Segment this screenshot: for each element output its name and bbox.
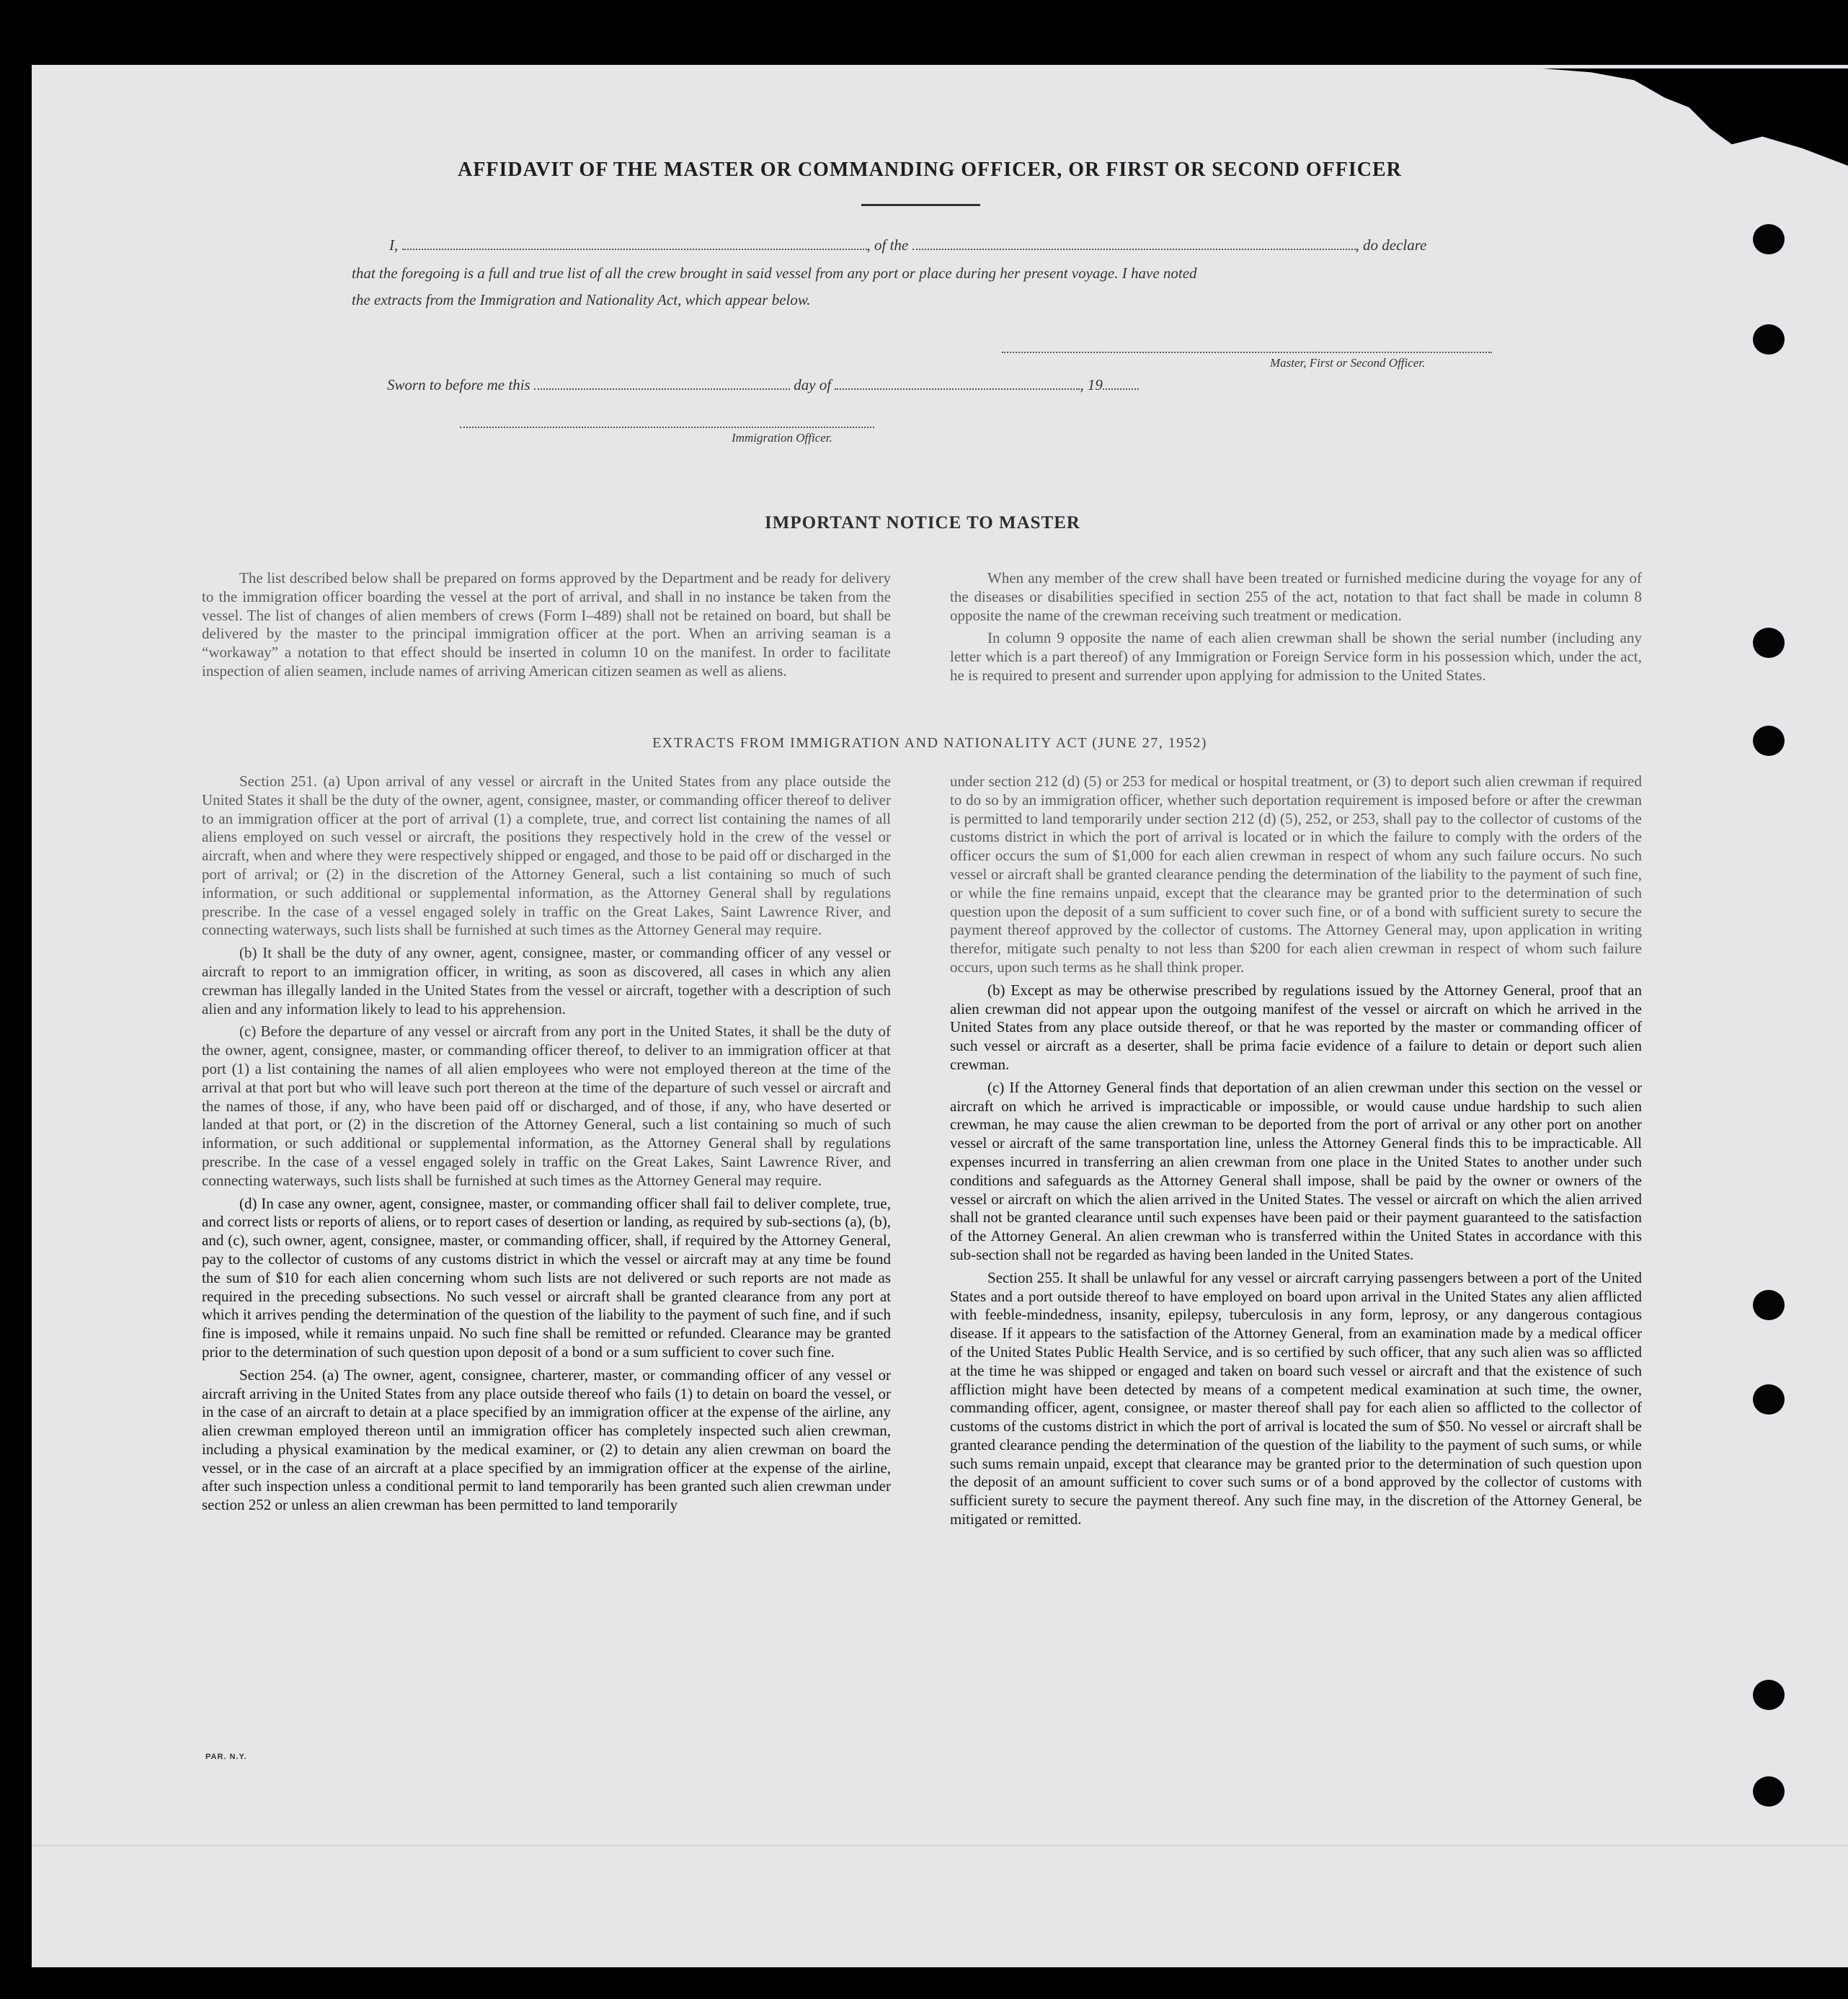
extracts-right-column: [950, 773, 1642, 1533]
notice-left-column: [202, 569, 891, 685]
act-section-paragraph: (b) It shall be the duty of any owner, agent, consignee, master, or commanding officer of any vessel or aircraft to report to an immigration officer, in writing, as soon as discovered, all cases in which any alien crewman has illegally landed in the United States from the vessel or aircraft, together with a description of such alien and any information likely to lead to his apprehension.: [202, 944, 891, 1018]
declarant-name-field[interactable]: [402, 239, 867, 250]
sworn-month-field[interactable]: [835, 378, 1080, 390]
master-signature-caption: Master, First or Second Officer.: [1270, 356, 1426, 370]
extracts-left-column: [202, 773, 891, 1519]
act-section-paragraph: (d) In case any owner, agent, consignee, master, or commanding officer shall fail to deliver complete, true, and correct lists or reports of aliens, or to report cases of desertion or landing, as required by sub-sections (a), (b), and (c), such owner, agent, consignee, master, or commanding officer, shall, if required by the Attorney General, pay to the collector of customs of any customs district in which the vessel or aircraft may at any time be found the sum of $10 for each alien concerning whom such lists are not delivered or such reports are not made as required in the preceding subsections. No such vessel or aircraft shall be granted clearance from any port at which it arrives pending the determination of the question of the liability to the payment of such fine, and if such fine is imposed, while it remains unpaid. No such fine shall be remitted or refunded. Clearance may be granted prior to the determination of such question upon deposit of a bond or a sum sufficient to cover such fine.: [202, 1194, 891, 1361]
day-of-label: day of: [794, 376, 832, 393]
act-section-paragraph: (c) Before the departure of any vessel or aircraft from any port in the United States, it shall be the duty of the owner, agent, consignee, master, or commanding officer thereof, to deliver to an immigration officer at that port (1) a list containing the names of all alien employees who were not employed thereon at the time of the arrival at that port but who will leave such port thereon at the time of the departure of such vessel or aircraft and the names of those, if any, who have been paid off or discharged, and of those, if any, who have deserted or landed at that port, or (2) in the discretion of the Attorney General, such a list containing so much of such information, or such additional or supplemental information, as the Attorney General shall by regulations prescribe. In the case of a vessel engaged solely in traffic on the Great Lakes, Saint Lawrence River, and connecting waterways, such lists shall be furnished at such times as the Attorney General may require.: [202, 1023, 891, 1189]
notice-title: IMPORTANT NOTICE TO MASTER: [765, 513, 1080, 533]
year-label: , 19: [1080, 376, 1103, 393]
printer-mark: PAR. N.Y.: [205, 1753, 247, 1761]
master-signature-field[interactable]: [1002, 352, 1492, 353]
punch-hole: [1753, 1776, 1785, 1807]
sworn-line: [387, 376, 1139, 394]
notice-paragraph: When any member of the crew shall have been treated or furnished medicine during the voyage for any of the diseases or disabilities specified in section 255 of the act, notation to that fact shall be made in column 8 opposite the name of the crewman receiving such treatment or medication.: [950, 569, 1642, 624]
sworn-year-field[interactable]: [1103, 378, 1139, 390]
affidavit-statement-line: the extracts from the Immigration and Nationality Act, which appear below.: [352, 291, 811, 308]
extracts-title: EXTRACTS FROM IMMIGRATION AND NATIONALITY ACT (JUNE 27, 1952): [652, 735, 1207, 751]
notice-paragraph: In column 9 opposite the name of each alien crewman shall be shown the serial number (including any letter which is a part thereof) of any Immigration or Foreign Service form in his possession which, under the act, he is required to present and surrender upon applying for admission to the United States.: [950, 629, 1642, 684]
notice-right-column: [950, 569, 1642, 690]
title-rule: [861, 204, 980, 206]
punch-hole: [1753, 726, 1785, 756]
affidavit-title: AFFIDAVIT OF THE MASTER OR COMMANDING OFFICER, OR FIRST OR SECOND OFFICER: [458, 159, 1402, 181]
act-section-paragraph: Section 254. (a) The owner, agent, consignee, charterer, master, or commanding officer of any vessel or aircraft arriving in the United States from any place outside thereof who fails (1) to detain on board the vessel, or in the case of an aircraft to detain at a place specified by an immigration officer at the expense of the airline, any alien crewman employed thereon until an immigration officer has completely inspected such alien crewman, including a physical examination by the medical examiner, or (2) to detain any alien crewman on board the vessel, or in the case of an aircraft at a place specified by an immigration officer at the expense of the airline, after such inspection unless a conditional permit to land temporarily has been granted such alien crewman under section 252 or unless an alien crewman has been permitted to land temporarily: [202, 1366, 891, 1514]
act-section-paragraph: Section 255. It shall be unlawful for any vessel or aircraft carrying passengers between a port of the United States and a port outside thereof to have employed on board upon arrival in the United States any alien afflicted with feeble-mindedness, insanity, epilepsy, tuberculosis in any form, leprosy, or any dangerous contagious disease. If it appears to the satisfaction of the Attorney General, from an examination made by a medical officer of the United States Public Health Service, and is so certified by such officer, that any such alien was so afflicted at the time he was shipped or engaged and taken on board such vessel or aircraft and that the existence of such affliction might have been detected by means of a competent medical examination at such time, the owner, commanding officer, agent, consignee, or master thereof shall pay for each alien so afflicted to the collector of customs of the customs district in which the port of arrival is located the sum of $50. No vessel or aircraft shall be granted clearance pending the determination of the question of the liability to the payment of such sums, or while such sums remain unpaid, except that clearance may be granted prior to the determination of such question upon the deposit of an amount sufficient to cover such sums or of a bond approved by the collector of customs with sufficient surety to secure the payment thereof. Any such fine may, in the discretion of the Attorney General, be mitigated or remitted.: [950, 1268, 1642, 1528]
immigration-officer-caption: Immigration Officer.: [732, 431, 832, 445]
punch-hole: [1753, 1680, 1785, 1710]
punch-hole: [1753, 224, 1785, 254]
affidavit-declaration-line: [389, 236, 1426, 254]
act-section-paragraph: under section 212 (d) (5) or 253 for medical or hospital treatment, or (3) to deport such alien crewman if required to do so by an immigration officer, whether such deportation requirement is imposed before or after the crewman is permitted to land temporarily under section 212 (d) (5), 252, or 253, shall pay to the collector of customs of the customs district in which the port of arrival is located or in which the failure to comply with the orders of the officer occurs the sum of $1,000 for each alien crewman in respect of whom any such failure occurs. No such vessel or aircraft shall be granted clearance pending the determination of the liability to the payment of such fine, or while the fine remains unpaid, except that the clearance may be granted prior to the determination of such question upon the deposit of a sum sufficient to cover such fine, or of a bond with sufficient surety to secure the payment thereof approved by the collector of customs. The Attorney General may, upon application in writing therefor, mitigate such penalty to not less than $200 for each alien crewman in respect of whom such failure occurs, upon such terms as he shall think proper.: [950, 773, 1642, 976]
punch-hole: [1753, 1290, 1785, 1320]
vessel-name-field[interactable]: [912, 239, 1356, 250]
sworn-label: Sworn to before me this: [387, 376, 530, 393]
punch-hole: [1753, 628, 1785, 658]
fold-line: [32, 1845, 1848, 1846]
act-section-paragraph: (c) If the Attorney General finds that deportation of an alien crewman under this section on the vessel or aircraft on which he arrived is impracticable or impossible, or would cause undue hardship to such alien crewman, he may cause the alien crewman to be deported from the port of arrival or any other port on another vessel or aircraft of the same transportation line, unless the Attorney General finds this to be impracticable. All expenses incurred in transferring an alien crewman from one place in the United States to another under such conditions and safeguards as the Attorney General shall impose, shall be paid by the owner or owners of the vessel or aircraft on which the alien arrived in the United States. The vessel or aircraft on which the alien arrived shall not be granted clearance until such expenses have been paid or their payment guaranteed to the satisfaction of the Attorney General. An alien crewman who is transferred within the United States in accordance with this sub-section shall not be regarded as having been landed in the United States.: [950, 1078, 1642, 1263]
declare-label: , do declare: [1355, 236, 1427, 254]
sworn-day-field[interactable]: [534, 378, 790, 390]
affidavit-statement-line: that the foregoing is a full and true list of all the crew brought in said vessel from any port or place during her present voyage. I have noted: [352, 264, 1197, 282]
notice-paragraph: The list described below shall be prepared on forms approved by the Department and be ready for delivery to the immigration officer boarding the vessel at the port of arrival, and shall in no instance be taken from the vessel. The list of changes of alien members of crews (Form I–489) shall not be retained on board, but shall be delivered by the master to the principal immigration officer at the port. When an arriving seaman is a “workaway” a notation to that effect should be inserted in column 10 on the manifest. In order to facilitate inspection of alien seamen, include names of arriving American citizen seamen as well as aliens.: [202, 569, 891, 680]
act-section-paragraph: Section 251. (a) Upon arrival of any vessel or aircraft in the United States from any place outside the United States it shall be the duty of the owner, agent, consignee, master, or commanding officer thereof to deliver to an immigration officer at the port of arrival (1) a complete, true, and correct list containing the names of all aliens employed on such vessel or aircraft, the positions they respectively hold in the crew of the vessel or aircraft, when and where they were respectively shipped or engaged, and those to be paid off or discharged in the port of arrival; or (2) in the discretion of the Attorney General, such a list containing so much of such information, or such additional or supplemental information, as the Attorney General shall by regulations prescribe. In the case of a vessel engaged solely in traffic on the Great Lakes, Saint Lawrence River, and connecting waterways, such lists shall be furnished at such times as the Attorney General may require.: [202, 773, 891, 939]
act-section-paragraph: (b) Except as may be otherwise prescribed by regulations issued by the Attorney General, proof that an alien crewman did not appear upon the outgoing manifest of the vessel or aircraft on which he arrived in the United States from any place outside thereof, or that he was reported by the master or commanding officer of such vessel or aircraft as a deserter, shall be prima facie evidence of a failure to detain or deport such alien crewman.: [950, 981, 1642, 1073]
vessel-label: , of the: [866, 236, 909, 254]
declarant-label: I,: [389, 236, 399, 254]
immigration-officer-signature-field[interactable]: [460, 427, 874, 428]
punch-hole: [1753, 324, 1785, 355]
punch-hole: [1753, 1384, 1785, 1415]
